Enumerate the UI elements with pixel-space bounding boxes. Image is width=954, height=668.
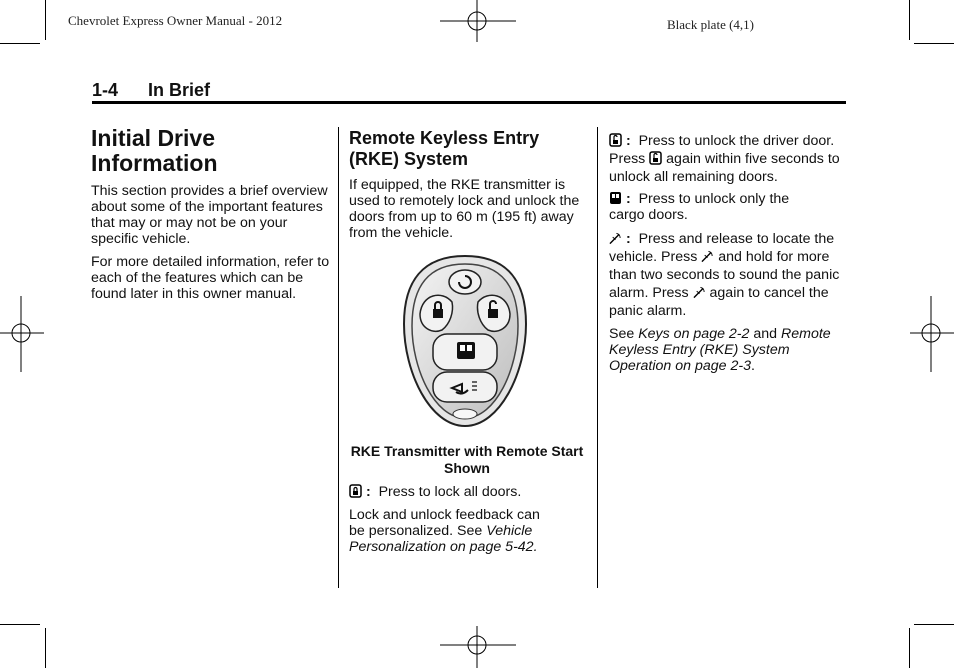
panic-text-a: Press and release to locate the vehicle. Press	[609, 231, 835, 265]
crop-mark	[914, 624, 954, 625]
cargo-button-description: : Press to unlock only the cargo doors.	[609, 191, 790, 223]
crop-mark	[45, 0, 46, 40]
header-rule	[92, 101, 846, 104]
detail-paragraph: For more detailed information, refer to each of the features which can be found later in this owner manual.	[91, 254, 330, 302]
keys-reference-link[interactable]: Keys on page 2-2	[638, 326, 750, 342]
see-text: See	[609, 326, 635, 342]
unlock-button-description: : Press to unlock the driver door. Press again within five seconds to unlock all remaining doors.	[609, 133, 840, 185]
unlock-text-2a: Press	[609, 151, 646, 167]
registration-mark-top	[440, 0, 516, 46]
horn-icon	[701, 249, 714, 263]
column-divider	[338, 127, 339, 588]
cargo-door-icon	[609, 191, 622, 205]
crop-mark	[0, 624, 40, 625]
print-header-left: Chevrolet Express Owner Manual - 2012	[68, 13, 283, 28]
unlock-icon	[609, 133, 622, 147]
unlock-text: Press to unlock the driver door.	[638, 133, 835, 149]
unlock-icon	[649, 151, 662, 165]
section-number: 1-4	[92, 80, 119, 100]
rke-transmitter-illustration	[400, 254, 530, 430]
crop-mark	[909, 0, 910, 40]
intro-paragraph: This section provides a brief overview about some of the important features that may or may not be on your specific vehicle.	[91, 183, 328, 247]
print-header-right: Black plate (4,1)	[667, 17, 754, 32]
unlock-text-2b: again within five seconds to unlock all remaining doors.	[609, 151, 840, 185]
registration-mark-left	[0, 296, 44, 372]
and-text: and	[753, 326, 778, 342]
feedback-text: Lock and unlock feedback can be personalized. See	[349, 507, 540, 539]
panic-button-description: : Press and release to locate the vehicle. Press and hold for more than two seconds to sound the panic alarm. Press again to cancel the panic alarm.	[609, 231, 840, 319]
rke-operation-reference-link[interactable]: Remote Keyless Entry (RKE) System Operation on page 2-3	[609, 326, 831, 374]
registration-mark-right	[910, 296, 954, 372]
crop-mark	[909, 628, 910, 668]
feedback-paragraph	[349, 507, 559, 555]
panic-text-c: again to cancel the panic alarm.	[609, 285, 829, 319]
rke-paragraph: If equipped, the RKE transmitter is used to remotely lock and unlock the doors from up to 60 m (195 ft) away from the vehicle.	[349, 177, 580, 241]
crop-mark	[0, 43, 40, 44]
rke-heading: Remote Keyless Entry (RKE) System	[349, 128, 540, 169]
page-title: Initial Drive Information	[91, 125, 218, 176]
figure-caption: RKE Transmitter with Remote Start Shown	[350, 443, 584, 476]
period-text: .	[750, 358, 755, 374]
cargo-text: Press to unlock only the cargo doors.	[609, 191, 790, 223]
crop-mark	[45, 628, 46, 668]
registration-mark-bottom	[440, 622, 516, 668]
horn-icon	[693, 285, 706, 299]
section-header	[92, 80, 210, 101]
column-divider	[597, 127, 598, 588]
lock-icon	[349, 484, 362, 498]
crop-mark	[914, 43, 954, 44]
horn-icon	[609, 231, 622, 245]
section-title: In Brief	[148, 80, 211, 100]
panic-text-b: and hold for more than two seconds to sound the panic alarm. Press	[609, 249, 840, 301]
lock-text: Press to lock all doors.	[378, 484, 522, 500]
feedback-reference-link[interactable]: Vehicle Personalization on page 5-42.	[349, 523, 538, 555]
lock-button-description: : Press to lock all doors.	[349, 484, 589, 500]
see-references-paragraph	[609, 326, 849, 374]
